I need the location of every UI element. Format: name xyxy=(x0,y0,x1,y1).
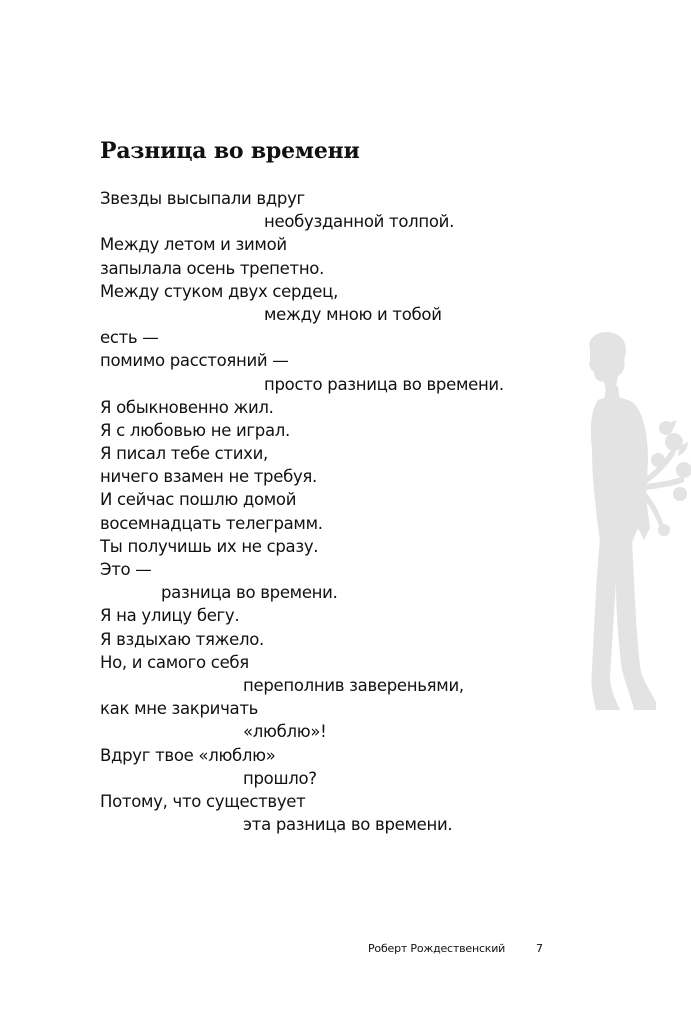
poem-line-10: Я обыкновенно жил. xyxy=(100,397,274,417)
poem-line-26: прошло? xyxy=(243,768,317,788)
poem-line-18: разница во времени. xyxy=(161,583,338,603)
poem-line-2: необузданной толпой. xyxy=(264,212,455,232)
poem-line-16: Ты получишь их не сразу. xyxy=(100,536,319,556)
poem-body xyxy=(100,187,570,836)
poem-line-4: запылала осень трепетно. xyxy=(100,258,325,278)
poem-line-19: Я на улицу бегу. xyxy=(100,606,240,626)
poem-line-21: Но, и самого себя xyxy=(100,652,249,672)
poem-line-17: Это — xyxy=(100,560,152,579)
poem-line-7: есть — xyxy=(100,328,159,348)
poem-line-15: восемнадцать телеграмм. xyxy=(100,513,323,533)
man-with-flowers-silhouette xyxy=(560,330,691,710)
poem-line-3: Между летом и зимой xyxy=(100,235,287,255)
poem-line-9: просто разница во времени. xyxy=(264,374,504,394)
poem-line-11: Я с любовью не играл. xyxy=(100,420,290,440)
poem-line-14: И сейчас пошлю домой xyxy=(100,490,297,510)
poem-line-20: Я вздыхаю тяжело. xyxy=(100,629,264,649)
poem-line-27: Потому, что существует xyxy=(100,791,306,811)
footer-author: Роберт Рождественский xyxy=(368,942,506,955)
poem-line-22: переполнив завереньями, xyxy=(243,675,464,695)
poem-title: Разница во времени xyxy=(100,138,360,164)
poem-line-5: Между стуком двух сердец, xyxy=(100,281,339,301)
poem-line-12: Я писал тебе стихи, xyxy=(100,444,268,464)
poem-line-24: «люблю»! xyxy=(243,722,327,742)
page-number: 7 xyxy=(536,942,543,955)
poem-line-23: как мне закричать xyxy=(100,699,259,719)
poem-line-1: Звезды высыпали вдруг xyxy=(100,189,305,208)
poem-line-28: эта разница во времени. xyxy=(243,815,453,835)
poem-line-6: между мною и тобой xyxy=(264,304,442,324)
poem-line-13: ничего взамен не требуя. xyxy=(100,467,317,487)
poem-line-25: Вдруг твое «люблю» xyxy=(100,745,276,765)
poem-line-8: помимо расстояний — xyxy=(100,351,289,371)
silhouette-figure xyxy=(589,332,656,710)
